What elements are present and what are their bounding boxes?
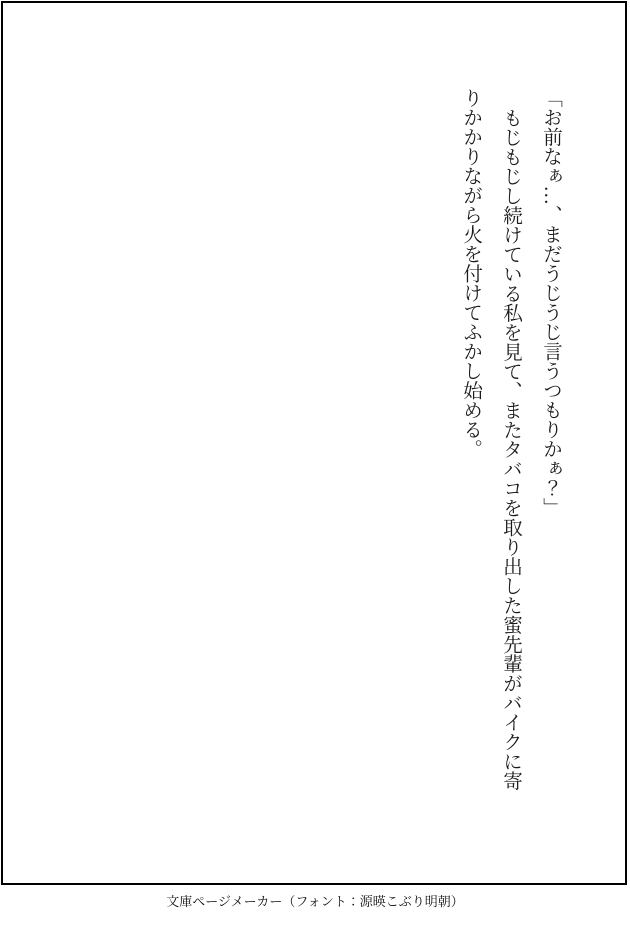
vertical-text-block [450, 88, 570, 800]
paragraph-narration: もじもじし続けている私を見て、またタバコを取り出した蜜先輩がバイクに寄りかかりながら火を付けてふかし始める。 [460, 88, 522, 790]
paragraph-dialogue: 「お前なぁ…、まだうじうじ言うつもりかぁ？」 [540, 88, 561, 517]
footer-caption: 文庫ページメーカー（フォント：源暎こぶり明朝） [166, 894, 464, 909]
